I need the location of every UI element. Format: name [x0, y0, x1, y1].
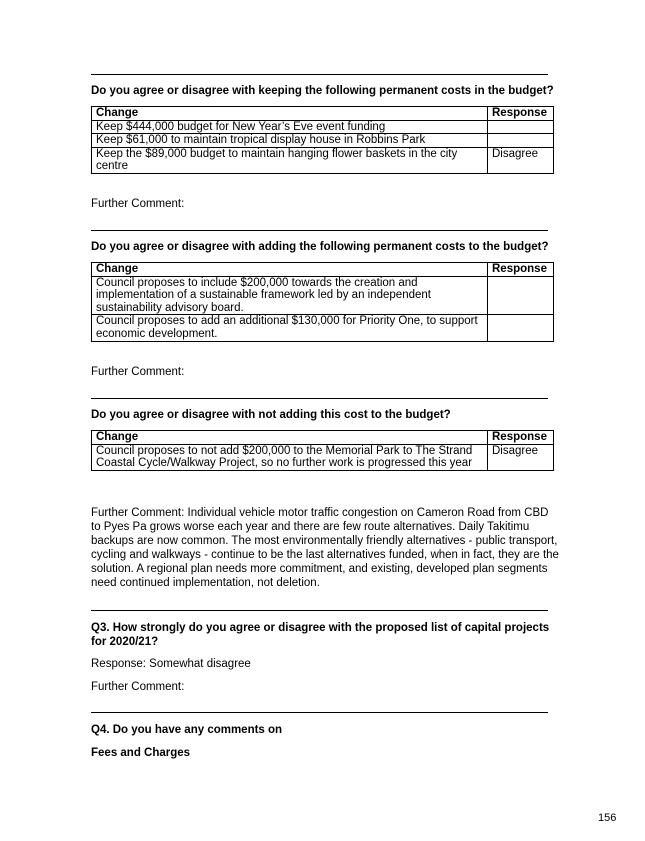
page-number: 156: [598, 812, 617, 824]
change-cell: Council proposes to include $200,000 towards the creation and implementation of a sustainable framework led by an independent sustainability advisory board.: [92, 276, 488, 315]
column-header-change: Change: [92, 107, 488, 121]
q3-comment: Further Comment:: [91, 681, 185, 693]
section2-table: [91, 262, 554, 342]
section1-table: [91, 106, 554, 174]
table-row: [92, 134, 554, 148]
table-row: [92, 147, 554, 173]
table-header-row: [92, 263, 554, 277]
table-row: [92, 276, 554, 315]
section-divider: [91, 230, 548, 231]
change-cell: Keep $61,000 to maintain tropical display house in Robbins Park: [92, 134, 488, 148]
column-header-response: Response: [488, 263, 554, 277]
table-row: [92, 444, 554, 470]
section-divider: [91, 712, 548, 713]
table-row: [92, 120, 554, 134]
section3-comment: Further Comment: Individual vehicle motor traffic congestion on Cameron Road from CBD to Pyes Pa grows worse each year and there are few route alternatives. Daily Takitimu backups are now common. The most environmentally friendly alternatives - public transport, cycling and walkways - continue to be the last alternatives funded, when in fact, they are the solution. A regional plan needs more commitment, and existing, developed plan segments need continued implementation, not deletion.: [91, 507, 559, 589]
column-header-response: Response: [488, 431, 554, 445]
change-cell: Council proposes to add an additional $130,000 for Priority One, to support economic development.: [92, 315, 488, 341]
response-cell: Disagree: [488, 147, 554, 173]
response-cell: [488, 134, 554, 148]
section-divider: [91, 74, 548, 75]
section1-question: Do you agree or disagree with keeping the following permanent costs in the budget?: [91, 85, 554, 97]
response-cell: Disagree: [488, 444, 554, 470]
column-header-response: Response: [488, 107, 554, 121]
section2-comment: Further Comment:: [91, 366, 185, 378]
table-header-row: [92, 107, 554, 121]
section3-table: [91, 430, 554, 471]
section-divider: [91, 610, 548, 611]
table-row: [92, 315, 554, 341]
q3-question: Q3. How strongly do you agree or disagree with the proposed list of capital projects for 2020/21?: [91, 622, 550, 648]
section1-comment: Further Comment:: [91, 198, 185, 210]
table-header-row: [92, 431, 554, 445]
section2-question: Do you agree or disagree with adding the following permanent costs to the budget?: [91, 241, 549, 253]
q3-response: Response: Somewhat disagree: [91, 658, 251, 670]
change-cell: Council proposes to not add $200,000 to the Memorial Park to The Strand Coastal Cycle/Walkway Project, so no further work is progressed this year: [92, 444, 488, 470]
change-cell: Keep $444,000 budget for New Year’s Eve event funding: [92, 120, 488, 134]
q4-subheading: Fees and Charges: [91, 747, 191, 759]
response-cell: [488, 315, 554, 341]
section-divider: [91, 398, 548, 399]
response-cell: [488, 120, 554, 134]
change-cell: Keep the $89,000 budget to maintain hanging flower baskets in the city centre: [92, 147, 488, 173]
column-header-change: Change: [92, 431, 488, 445]
q4-question: Q4. Do you have any comments on: [91, 724, 283, 736]
column-header-change: Change: [92, 263, 488, 277]
response-cell: [488, 276, 554, 315]
section3-question: Do you agree or disagree with not adding this cost to the budget?: [91, 409, 451, 421]
